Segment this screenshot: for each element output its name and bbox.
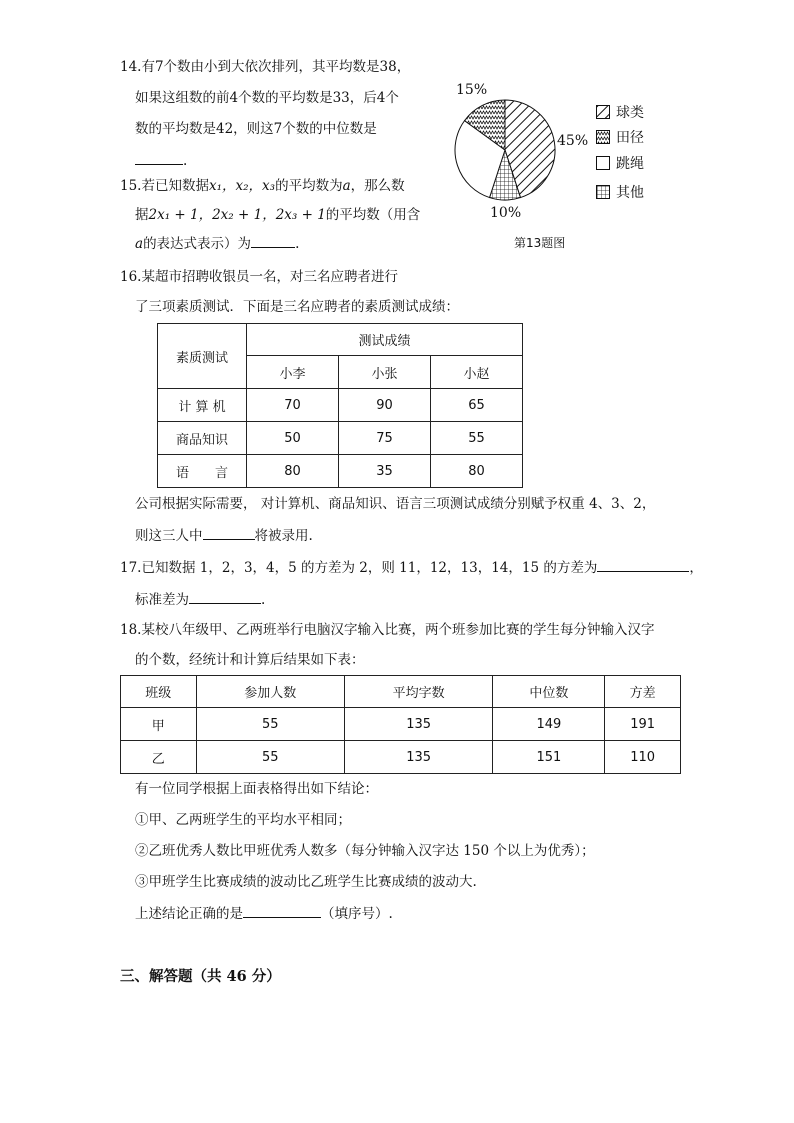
legend-item-rope: 跳绳 (596, 153, 644, 173)
q18-conclusion-2: ②乙班优秀人数比甲班优秀人数多（每分钟输入汉字达 150 个以上为优秀）； (135, 843, 595, 859)
q16-col-header: 小李 (247, 356, 339, 389)
section-3-title: 三、解答题（共 46 分） (120, 968, 281, 985)
q16-line-3: 公司根据实际需要， 对计算机、商品知识、语言三项测试成绩分别赋予权重 4、3、2， (135, 496, 656, 512)
q17-std-blank[interactable] (189, 589, 261, 604)
table-row: 甲 55 135 149 191 (121, 708, 681, 741)
q16-group-header: 测试成绩 (247, 324, 523, 356)
q15-line-1: 15.若已知数据x₁，x₂，x₃的平均数为a，那么数 (120, 178, 405, 194)
q14-line-4: . (135, 150, 187, 171)
q14-line-3: 数的平均数是42，则这7个数的中位数是 (135, 121, 377, 137)
q18-results-table (120, 675, 681, 774)
q18-conclusion-3: ③甲班学生比赛成绩的波动比乙班学生比赛成绩的波动大. (135, 874, 477, 890)
q15-expression: 2x₁ + 1，2x₂ + 1，2x₃ + 1 (148, 207, 326, 223)
table-row: 计 算 机 70 90 65 (158, 389, 523, 422)
pie-chart (440, 85, 570, 215)
q15-answer-blank[interactable] (251, 233, 295, 248)
q18-header: 方差 (605, 676, 681, 708)
pie-label-10: 10% (490, 205, 522, 221)
table-row: 乙 55 135 151 110 (121, 741, 681, 774)
q18-header: 班级 (121, 676, 197, 708)
q17-variance-blank[interactable] (597, 557, 689, 572)
table-row: 商品知识 50 75 55 (158, 422, 523, 455)
q14-line-2: 如果这组数的前4个数的平均数是33，后4个 (135, 90, 399, 106)
q18-conclusion-1: ①甲、乙两班学生的平均水平相同； (135, 812, 351, 828)
q18-header: 中位数 (493, 676, 605, 708)
var-a: a (342, 178, 351, 194)
q18-line-4: 上述结论正确的是 （填序号）. (135, 903, 393, 924)
q16-col-header: 小赵 (431, 356, 523, 389)
pie-label-15: 15% (456, 82, 488, 98)
q14-line-1: 14.有7个数由小到大依次排列，其平均数是38， (120, 59, 411, 75)
q16-line-4: 则这三人中 将被录用. (135, 525, 313, 546)
table-row: 语 言 80 35 80 (158, 455, 523, 488)
pie-label-45: 45% (557, 133, 589, 149)
figure-caption: 第13题图 (514, 236, 566, 250)
legend-swatch-zigzag (596, 130, 610, 144)
q18-line-2: 的个数，经统计和计算后结果如下表： (135, 652, 365, 668)
q16-corner: 素质测试 (158, 324, 247, 389)
var-x2: x₂， (235, 178, 263, 194)
legend-swatch-grid (596, 185, 610, 199)
legend-item-ball: 球类 (596, 102, 644, 122)
legend-item-other: 其他 (596, 182, 644, 202)
var-x1: x₁， (208, 178, 236, 194)
q15-line-2: 据2x₁ + 1，2x₂ + 1，2x₃ + 1的平均数（用含 (135, 207, 421, 223)
q15-line-3: a的表达式表示）为 . (135, 233, 299, 254)
var-x3: x₃ (262, 178, 276, 194)
q18-answer-blank[interactable] (243, 903, 321, 918)
legend-item-track: 田径 (596, 127, 644, 147)
q18-header: 平均字数 (344, 676, 492, 708)
q14-answer-blank[interactable] (135, 150, 183, 165)
q17-line-2: 标准差为 . (135, 589, 265, 610)
q16-line-2: 了三项素质测试．下面是三名应聘者的素质测试成绩： (135, 299, 459, 315)
q17-line-1: 17.已知数据 1，2，3，4，5 的方差为 2，则 11，12，13，14，15 的方差为 ， (120, 557, 703, 578)
legend-swatch-stripe (596, 105, 610, 119)
q16-answer-blank[interactable] (203, 525, 255, 540)
q16-col-header: 小张 (339, 356, 431, 389)
q18-line-3: 有一位同学根据上面表格得出如下结论： (135, 781, 378, 797)
q18-line-1: 18.某校八年级甲、乙两班举行电脑汉字输入比赛，两个班参加比赛的学生每分钟输入汉字 (120, 622, 655, 638)
q16-score-table (157, 323, 523, 488)
legend-swatch-blank (596, 156, 610, 170)
q18-header: 参加人数 (196, 676, 344, 708)
q16-line-1: 16.某超市招聘收银员一名，对三名应聘者进行 (120, 269, 398, 285)
